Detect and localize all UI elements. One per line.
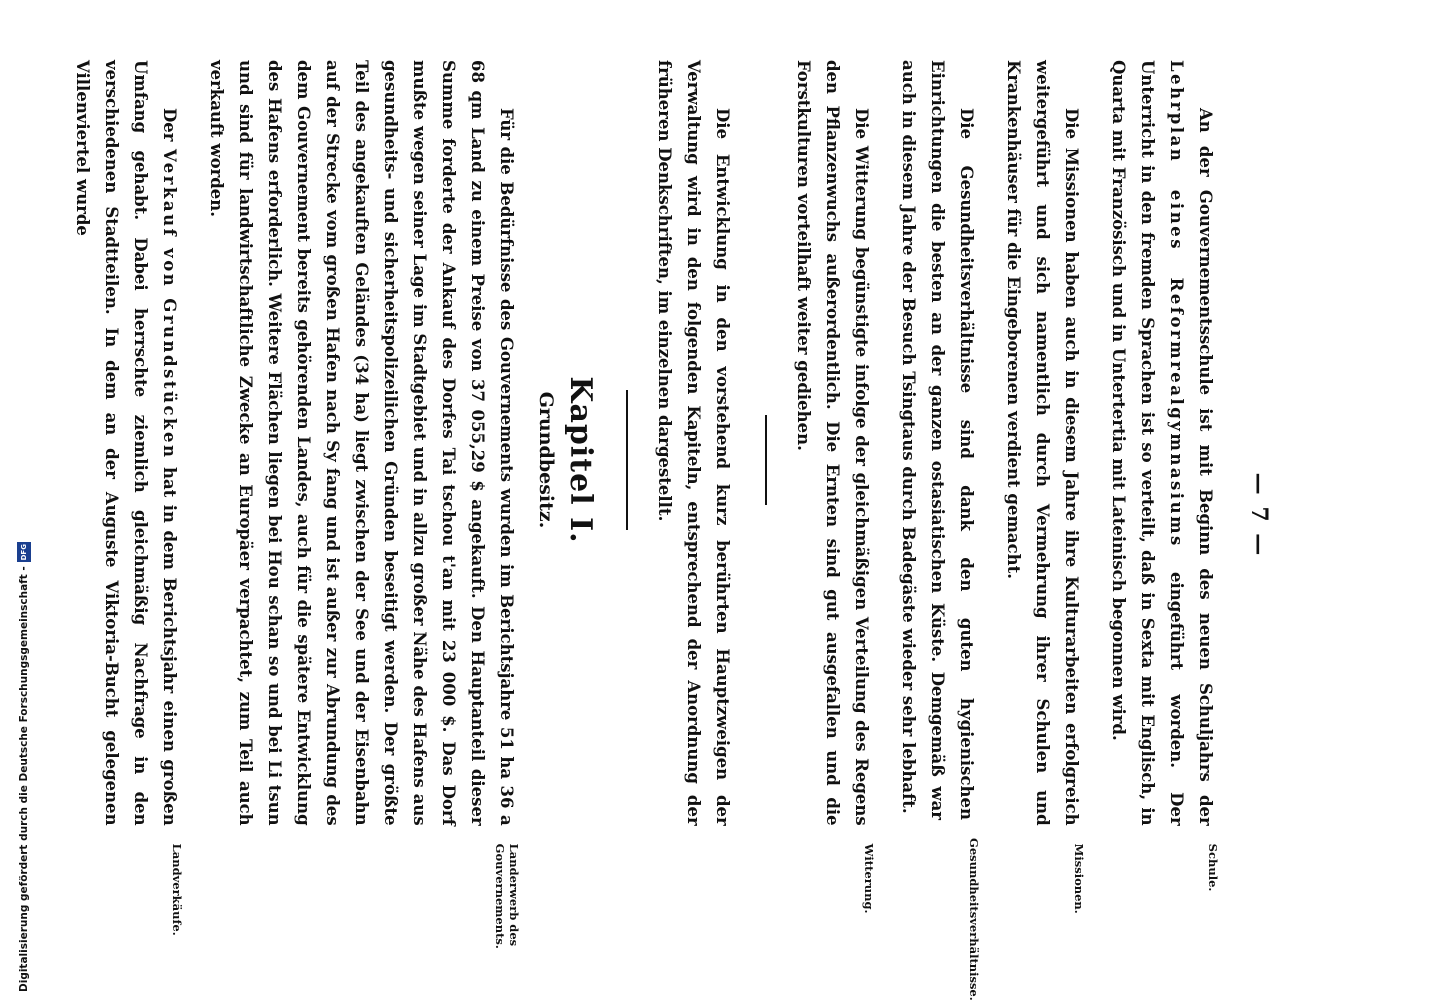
paragraph-text: hat in dem Berichtsjahr einen großen Umfang gehabt. Dabei herrschte ziemlich gleichmäßig Nachfrage in den verschiedenen Stadtteilen. In dem an der Auguste Viktoria-Bucht gelegenen Villenviertel wurde	[73, 60, 179, 826]
paragraph-block-gesundheit	[894, 60, 981, 1001]
chapter-divider	[626, 390, 628, 530]
margin-note-missionen: Missionen.	[1072, 843, 1086, 914]
paragraph-witterung: Die Witterung begünstigte infolge der gleichmäßigen Verteilung des Regens den Pflanzenwuchs außerordentlich. Die Ernten sind gut ausgefallen und die Forstkulturen vorteilhaft weiter gediehen.	[794, 60, 871, 826]
paragraph-text: Der	[160, 108, 179, 149]
paragraph-block-witterung	[789, 60, 876, 970]
margin-note-schule: Schule.	[1206, 843, 1220, 892]
document-page	[20, 0, 1310, 1000]
paragraph-block-missionen	[999, 60, 1086, 970]
paragraph-block-schule	[1104, 60, 1220, 970]
paragraph-text: eingeführt worden. Der Unterricht in den fremden Sprachen ist so verteilt, daß in Sexta mit Englisch, in Quarta mit Französisch und in Untertertia mit Lateinisch begonnen wird.	[1109, 60, 1186, 826]
section-divider	[765, 415, 767, 505]
paragraph-text: An der Gouvernementsschule ist mit Beginn des neuen Schuljahrs der	[1196, 108, 1215, 826]
margin-note-landerwerb: Landerwerb des Gouvernements.	[492, 843, 521, 949]
paragraph-missionen: Die Missionen haben auch in diesem Jahre ihre Kulturarbeiten erfolgreich weitergeführt und sich namentlich durch Vermehrung ihrer Schulen und Krankenhäuser für die Eingeborenen verdient gemacht.	[1004, 60, 1081, 826]
dfg-logo-icon: DFG	[17, 542, 31, 562]
paragraph-block-landverkaeufe	[68, 60, 184, 970]
chapter-subtitle: Grundbesitz.	[535, 391, 557, 529]
digitization-footer	[14, 0, 34, 1000]
paragraph-gesundheit: Die Gesundheitsverhältnisse sind dank den guten hygienischen Einrichtungen die besten an der ganzen ostasiatischen Küste. Demgemäß war auch in diesem Jahre der Besuch Tsingtaus durch Badegäste wieder sehr lebhaft.	[899, 60, 976, 820]
paragraph-landerwerb: Für die Bedürfnisse des Gouvernements wurden im Berichtsjahre 51 ha 36 a 68 qm Land zu einem Preise von 37 055,29 $ angekauft. Den Hauptanteil dieser Summe forderte der Ankauf des Dorfes Tai tschou t'an mit 23 000 $. Das Dorf mußte wegen seiner Lage im Stadtgebiet und in allzu großer Nähe des Hafens aus gesundheits- und sicherheitspolizeilichen Gründen beseitigt werden. Der größte Teil des angekauften Geländes (34 ha) liegt zwischen der See und der Eisenbahn auf der Strecke vom großen Hafen nach Sy fang und ist außer zur Abrundung des dem Gouvernement bereits gehörenden Landes, auch für die spätere Entwicklung des Hafens erforderlich. Weitere Flächen liegen bei Hou schan so und bei Li tsun und sind für landwirtschaftliche Zwecke an Europäer verpachtet, zum Teil auch verkauft worden.	[207, 60, 516, 826]
chapter-title: Kapitel I.	[563, 376, 598, 544]
margin-note-gesundheit: Gesundheitsverhältnisse.	[967, 838, 981, 1001]
emphasized-text: Verkauf von Grundstücken	[160, 149, 179, 460]
emphasized-text: Lehrplan eines Reformrealgymnasiums	[1167, 60, 1186, 548]
paragraph-block-entwicklung	[650, 60, 737, 970]
paragraph-landverkaeufe	[68, 60, 184, 826]
paragraph-block-landerwerb	[202, 60, 521, 970]
margin-note-landverkaeufe: Landverkäufe.	[170, 843, 184, 936]
paragraph-entwicklung: Die Entwicklung in den vorstehend kurz berührten Hauptzweigen der Verwaltung wird in den folgenden Kapiteln, entsprechend der Anordnung der früheren Denkschriften, im einzelnen dargestellt.	[655, 60, 732, 826]
footer-text: Digitalisierung gefördert durch die Deutsche Forschungsgemeinschaft -	[18, 566, 30, 992]
margin-note-witterung: Witterung.	[862, 843, 876, 914]
page-number: — 7 —	[1246, 472, 1272, 558]
paragraph-schule	[1104, 60, 1220, 826]
